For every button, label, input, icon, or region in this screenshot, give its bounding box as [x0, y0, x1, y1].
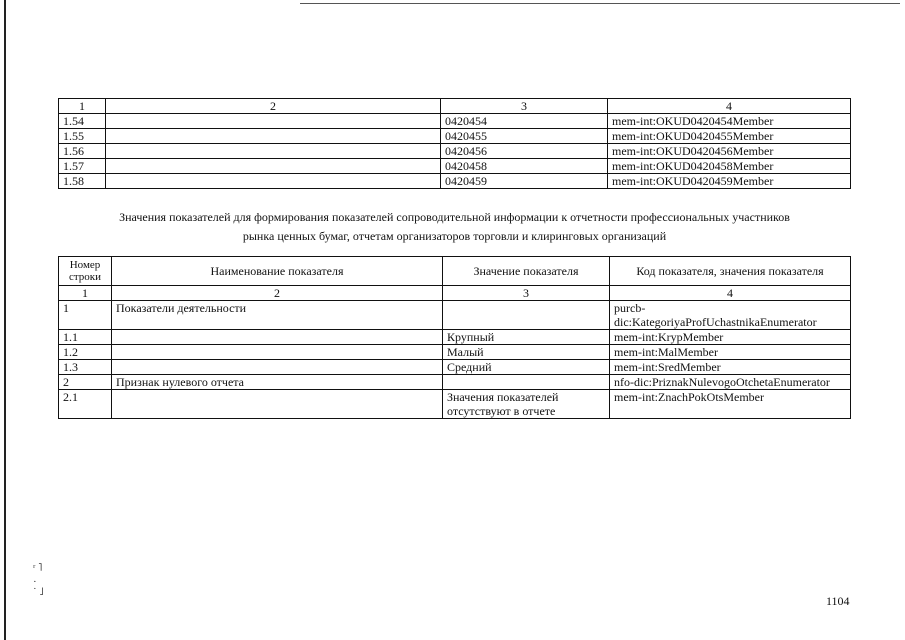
margin-mark: ʳ ˥ [33, 562, 43, 574]
table-row [59, 375, 851, 390]
name-cell [106, 129, 441, 144]
table-header-row [59, 257, 851, 286]
okud-codes-table [58, 98, 851, 189]
value-cell: 0420458 [441, 159, 608, 174]
value-cell [443, 301, 610, 330]
code-cell: mem-int:MalMember [610, 345, 851, 360]
value-cell: Значения показателей отсутствуют в отчете [443, 390, 610, 419]
name-cell [112, 360, 443, 375]
row-number-cell: 1.2 [59, 345, 112, 360]
column-number-2: 2 [112, 286, 443, 301]
name-cell: Признак нулевого отчета [112, 375, 443, 390]
column-number-3: 3 [443, 286, 610, 301]
code-cell: mem-int:SredMember [610, 360, 851, 375]
row-number-cell: 1.57 [59, 159, 106, 174]
code-cell: purcb-dic:KategoriyaProfUchastnikaEnumerator [610, 301, 851, 330]
header-indicator-value: Значение показателя [443, 257, 610, 286]
table-row [59, 174, 851, 189]
row-number-cell: 1 [59, 301, 112, 330]
header-indicator-name: Наименование показателя [112, 257, 443, 286]
column-number-1: 1 [59, 99, 106, 114]
table-row [59, 345, 851, 360]
value-cell: 0420455 [441, 129, 608, 144]
code-cell: mem-int:KrypMember [610, 330, 851, 345]
header-indicator-code: Код показателя, значения показателя [610, 257, 851, 286]
column-number-4: 4 [610, 286, 851, 301]
row-number-cell: 1.58 [59, 174, 106, 189]
name-cell [112, 330, 443, 345]
table-row [59, 301, 851, 330]
scan-edge-top [300, 3, 900, 4]
scan-edge-left [4, 0, 6, 640]
caption-line-1: Значения показателей для формирования показателей сопроводительной информации к отчетности профессиональных участников [119, 210, 790, 224]
name-cell [106, 144, 441, 159]
value-cell: 0420456 [441, 144, 608, 159]
code-cell: mem-int:OKUD0420455Member [608, 129, 851, 144]
value-cell: 0420454 [441, 114, 608, 129]
code-cell: mem-int:OKUD0420454Member [608, 114, 851, 129]
column-number-1: 1 [59, 286, 112, 301]
row-number-cell: 1.3 [59, 360, 112, 375]
section-caption [58, 208, 851, 246]
name-cell [112, 390, 443, 419]
row-number-cell: 1.1 [59, 330, 112, 345]
column-number-3: 3 [441, 99, 608, 114]
value-cell: Малый [443, 345, 610, 360]
table-row [59, 144, 851, 159]
table-row [59, 114, 851, 129]
indicator-values-table [58, 256, 851, 419]
header-row-number-line-2: строки [68, 271, 102, 283]
row-number-cell: 2 [59, 375, 112, 390]
value-cell: 0420459 [441, 174, 608, 189]
name-cell: Показатели деятельности [112, 301, 443, 330]
name-cell [112, 345, 443, 360]
table-header-row [59, 99, 851, 114]
margin-mark: · [33, 576, 37, 588]
code-cell: mem-int:OKUD0420456Member [608, 144, 851, 159]
table-row [59, 129, 851, 144]
header-row-number [59, 257, 112, 286]
column-number-2: 2 [106, 99, 441, 114]
page-number: 1104 [826, 594, 850, 608]
header-row-number-line-1: Номер [69, 259, 101, 271]
column-numbers-row [59, 286, 851, 301]
table-row [59, 360, 851, 375]
row-number-cell: 1.54 [59, 114, 106, 129]
table-row [59, 330, 851, 345]
table-row [59, 159, 851, 174]
name-cell [106, 114, 441, 129]
value-cell [443, 375, 610, 390]
caption-line-2: рынка ценных бумаг, отчетам организаторов торговли и клиринговых организаций [242, 229, 667, 243]
row-number-cell: 2.1 [59, 390, 112, 419]
code-cell: mem-int:OKUD0420459Member [608, 174, 851, 189]
code-cell: nfo-dic:PriznakNulevogoOtchetaEnumerator [610, 375, 851, 390]
margin-mark: ˙ ˩ [33, 586, 44, 598]
value-cell: Средний [443, 360, 610, 375]
table-row [59, 390, 851, 419]
code-cell: mem-int:OKUD0420458Member [608, 159, 851, 174]
value-cell: Крупный [443, 330, 610, 345]
row-number-cell: 1.56 [59, 144, 106, 159]
name-cell [106, 159, 441, 174]
row-number-cell: 1.55 [59, 129, 106, 144]
column-number-4: 4 [608, 99, 851, 114]
name-cell [106, 174, 441, 189]
code-cell: mem-int:ZnachPokOtsMember [610, 390, 851, 419]
